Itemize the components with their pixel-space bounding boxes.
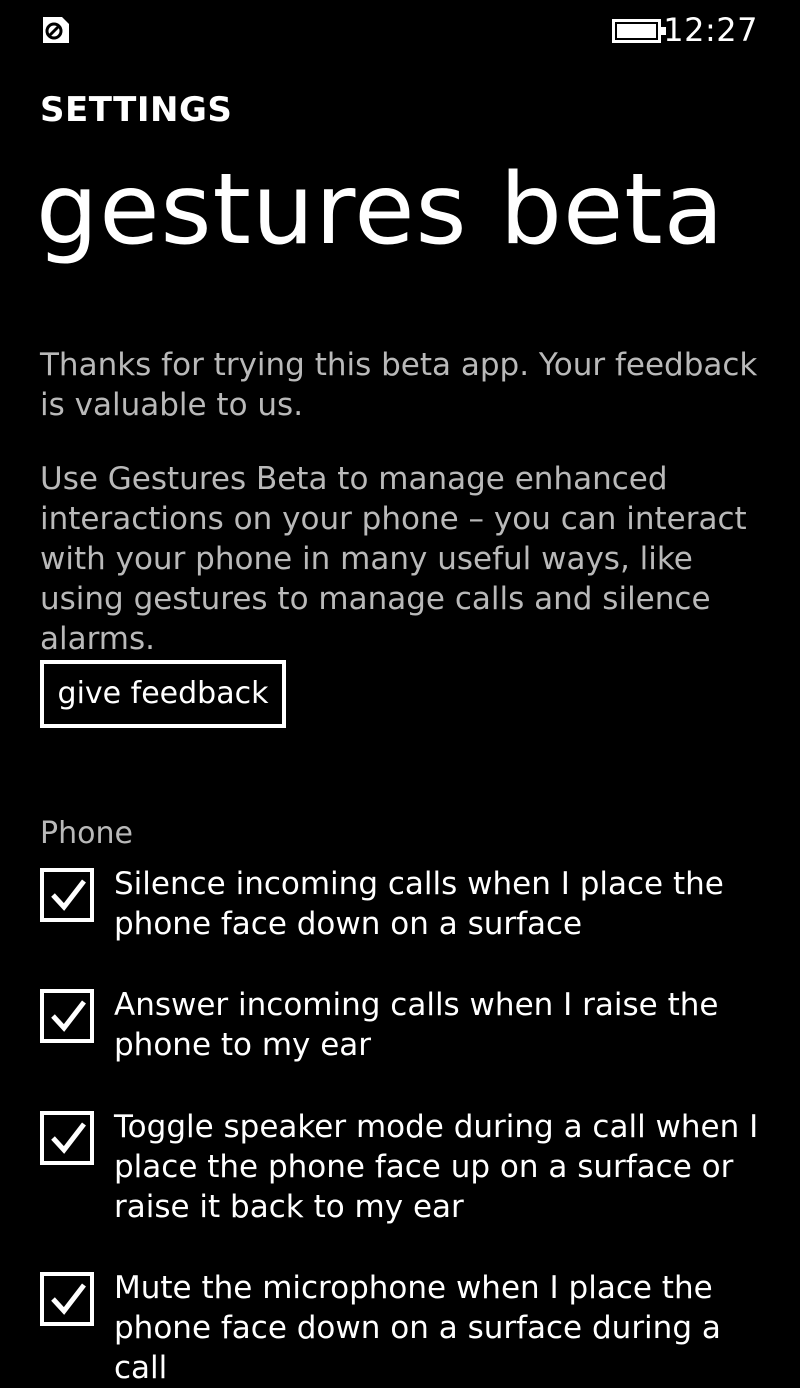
intro-paragraph-thanks: Thanks for trying this beta app. Your feedback is valuable to us. xyxy=(40,347,758,423)
checkbox-answer-calls[interactable] xyxy=(40,989,94,1043)
checkmark-icon xyxy=(48,1279,88,1319)
checkmark-icon xyxy=(48,875,88,915)
option-label: Silence incoming calls when I place the phone face down on a surface xyxy=(114,866,724,942)
checkmark-icon xyxy=(48,996,88,1036)
data-sense-icon xyxy=(40,14,72,46)
option-label: Mute the microphone when I place the phone face down on a surface during a call xyxy=(114,1270,721,1386)
battery-icon xyxy=(612,18,668,44)
clock: 12:27 xyxy=(663,11,758,49)
checkbox-toggle-speaker[interactable] xyxy=(40,1111,94,1165)
status-bar xyxy=(0,0,800,58)
checkbox-silence-calls[interactable] xyxy=(40,868,94,922)
app-title: SETTINGS xyxy=(40,90,233,130)
intro-paragraph-description: Use Gestures Beta to manage enhanced interactions on your phone – you can interact with your phone in many useful ways, like using gestures to manage calls and silence alarms. xyxy=(40,461,747,657)
give-feedback-button[interactable]: give feedback xyxy=(40,660,286,728)
checkbox-mute-microphone[interactable] xyxy=(40,1272,94,1326)
page-title: gestures beta xyxy=(36,153,725,267)
section-label-phone: Phone xyxy=(40,816,133,851)
checkmark-icon xyxy=(48,1118,88,1158)
option-label: Answer incoming calls when I raise the phone to my ear xyxy=(114,987,719,1063)
option-label: Toggle speaker mode during a call when I place the phone face up on a surface or raise it back to my ear xyxy=(114,1109,759,1225)
